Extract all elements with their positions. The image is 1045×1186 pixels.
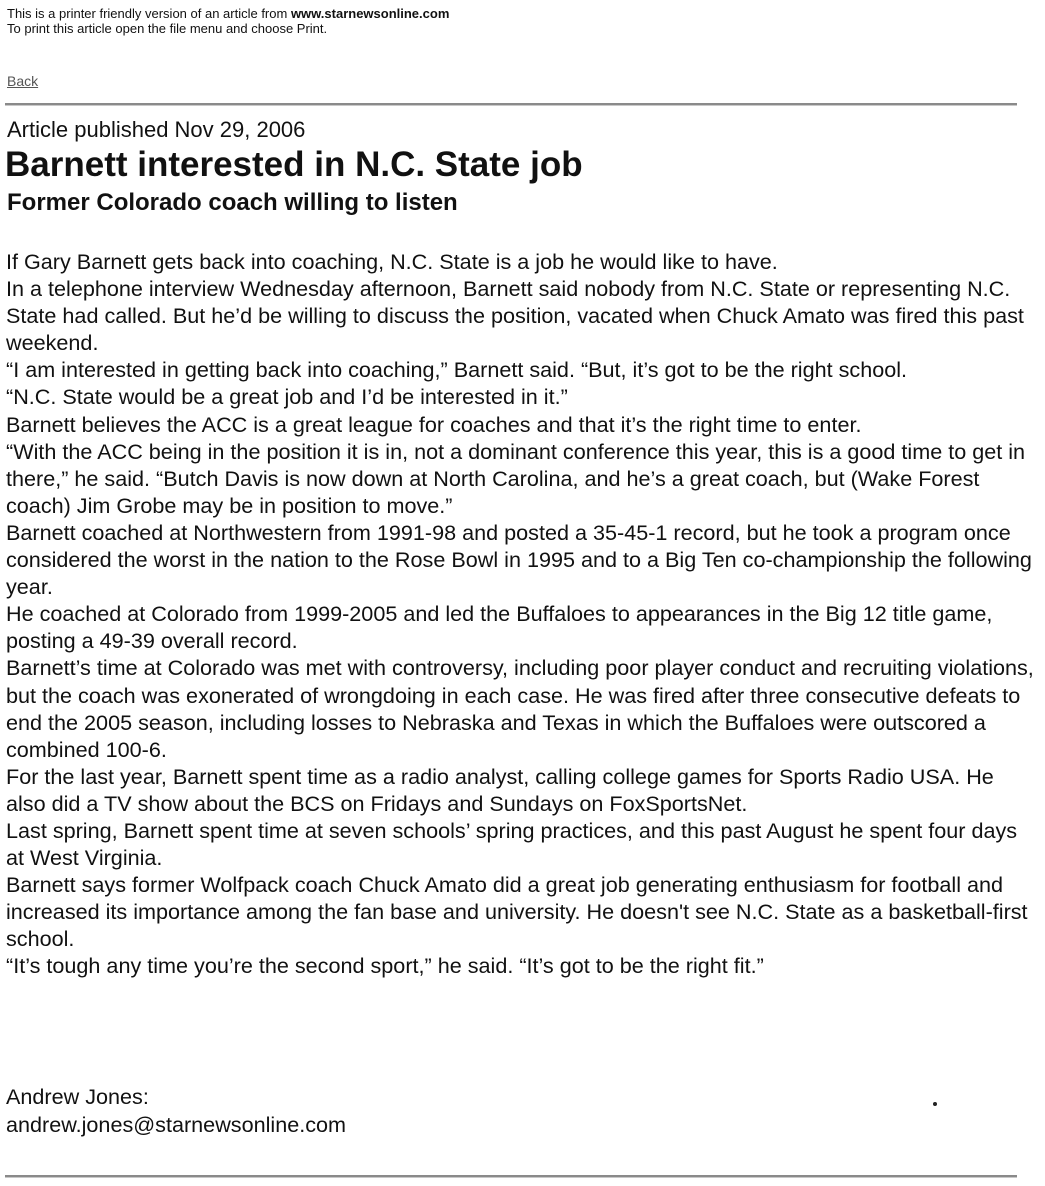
byline	[6, 1083, 346, 1139]
article-paragraph: Barnett believes the ACC is a great league for coaches and that it’s the right time to enter.	[6, 411, 862, 437]
scan-speck	[933, 1102, 937, 1106]
article-paragraph: For the last year, Barnett spent time as a radio analyst, calling college games for Sports Radio USA. He also did a TV show about the BCS on Fridays and Sundays on FoxSportsNet.	[6, 763, 994, 816]
article-paragraph: Barnett coached at Northwestern from 1991-98 and posted a 35-45-1 record, but he took a program once considered the worst in the nation to the Rose Bowl in 1995 and to a Big Ten co-championship the following year.	[6, 519, 1032, 600]
article-paragraph: If Gary Barnett gets back into coaching, N.C. State is a job he would like to have.	[6, 249, 778, 274]
author-email: andrew.jones@starnewsonline.com	[6, 1112, 347, 1137]
article-paragraph: Barnett says former Wolfpack coach Chuck Amato did a great job generating enthusiasm for football and increased its importance among the fan base and university. He doesn't see N.C. State as a basketball-first school.	[6, 872, 1028, 952]
printer-notice-line-1	[7, 6, 449, 21]
article-body	[6, 248, 1038, 980]
author-name: Andrew Jones:	[6, 1084, 149, 1109]
article-paragraph: “I am interested in getting back into coaching,” Barnett said. “But, it’s got to be the right school.	[6, 357, 908, 383]
article-paragraph: In a telephone interview Wednesday afternoon, Barnett said nobody from N.C. State or representing N.C. State had called. But he’d be willing to discuss the position, vacated when Chuck Amato was fired this past weekend.	[6, 276, 1024, 356]
article-paragraph: “With the ACC being in the position it is in, not a dominant conference this year, this is a good time to get in there,” he said. “Butch Davis is now down at North Carolina, and he’s a great coach, but (Wake Forest coach) Jim Grobe may be in position to move.”	[6, 438, 1026, 518]
article-headline: Barnett interested in N.C. State job	[5, 145, 583, 184]
printer-notice-line-2: To print this article open the file menu and choose Print.	[7, 21, 328, 36]
back-link[interactable]: Back	[7, 73, 39, 89]
article-paragraph: “N.C. State would be a great job and I’d be interested in it.”	[6, 384, 568, 410]
article-paragraph: He coached at Colorado from 1999-2005 and led the Buffaloes to appearances in the Big 12 title game, posting a 49-39 overall record.	[6, 601, 993, 654]
article-paragraph: Last spring, Barnett spent time at seven schools’ spring practices, and this past August he spent four days at West Virginia.	[6, 817, 1018, 871]
top-divider	[5, 103, 1017, 106]
article-subheadline: Former Colorado coach willing to listen	[7, 189, 458, 216]
printer-notice-prefix: This is a printer friendly version of an article from	[7, 6, 291, 21]
source-site: www.starnewsonline.com	[290, 6, 450, 21]
bottom-divider	[5, 1175, 1017, 1178]
article-paragraph: Barnett’s time at Colorado was met with controversy, including poor player conduct and recruiting violations, but the coach was exonerated of wrongdoing in each case. He was fired after three consecutive defeats to end the 2005 season, including losses to Nebraska and Texas in which the Buffaloes were outscored a combined 100-6.	[6, 655, 1034, 762]
publish-date: Article published Nov 29, 2006	[7, 117, 306, 142]
printer-notice	[7, 6, 449, 36]
article-paragraph: “It’s tough any time you’re the second sport,” he said. “It’s got to be the right fit.”	[6, 953, 764, 979]
